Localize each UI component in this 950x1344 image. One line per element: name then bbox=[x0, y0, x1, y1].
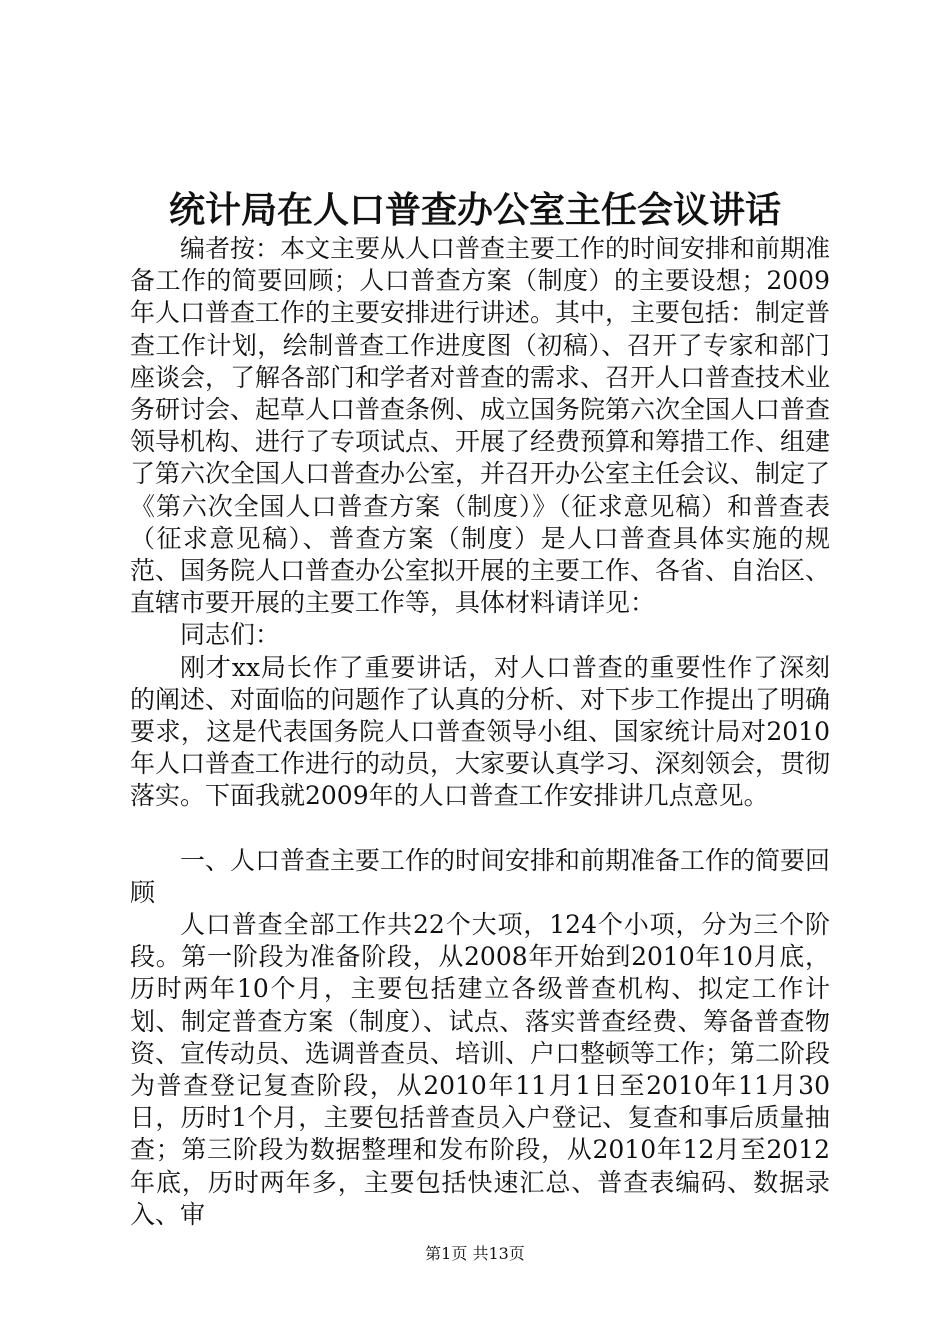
opening-paragraph: 刚才xx局长作了重要讲话，对人口普查的重要性作了深刻的阐述、对面临的问题作了认真的分析、对下步工作提出了明确要求，这是代表国务院人口普查领导小组、国家统计局对2010年人口普查工作进行的动员，大家要认真学习、深刻领会，贯彻落实。下面我就2009年的人口普查工作安排讲几点意见。 bbox=[130, 652, 831, 811]
document-body bbox=[130, 233, 830, 1231]
paragraph-gap bbox=[130, 813, 830, 845]
salutation-paragraph: 同志们： bbox=[180, 620, 281, 650]
section-paragraph: 人口普查全部工作共22个大项，124个小项，分为三个阶段。第一阶段为准备阶段，从2008年开始到2010年10月底，历时两年10个月，主要包括建立各级普查机构、拟定工作计划、制定普查方案（制度）、试点、落实普查经费、筹备普查物资、宣传动员、选调普查员、培训、户口整顿等工作；第二阶段为普查登记复查阶段，从2010年11月1日至2010年11月30日，历时1个月，主要包括普查员入户登记、复查和事后质量抽查；第三阶段为数据整理和发布阶段，从2010年12月至2012年底，历时两年多，主要包括快速汇总、普查表编码、数据录入、审 bbox=[130, 910, 831, 1229]
section-heading: 一、人口普查主要工作的时间安排和前期准备工作的简要回顾 bbox=[130, 845, 831, 907]
page-footer: 第1页 共13页 bbox=[425, 1244, 525, 1263]
editor-note-paragraph: 编者按：本文主要从人口普查主要工作的时间安排和前期准备工作的简要回顾；人口普查方案（制度）的主要设想；2009年人口普查工作的主要安排进行讲述。其中，主要包括：制定普查工作计划，绘制普查工作进度图（初稿）、召开了专家和部门座谈会，了解各部门和学者对普查的需求、召开人口普查技术业务研讨会、起草人口普查条例、成立国务院第六次全国人口普查领导机构、进行了专项试点、开展了经费预算和筹措工作、组建了第六次全国人口普查办公室，并召开办公室主任会议、制定了《第六次全国人口普查方案（制度）》（征求意见稿）和普查表（征求意见稿）、普查方案（制度）是人口普查具体实施的规范、国务院人口普查办公室拟开展的主要工作、各省、自治区、直辖市要开展的主要工作等，具体材料请详见： bbox=[130, 234, 831, 618]
document-title: 统计局在人口普查办公室主任会议讲话 bbox=[168, 189, 781, 231]
